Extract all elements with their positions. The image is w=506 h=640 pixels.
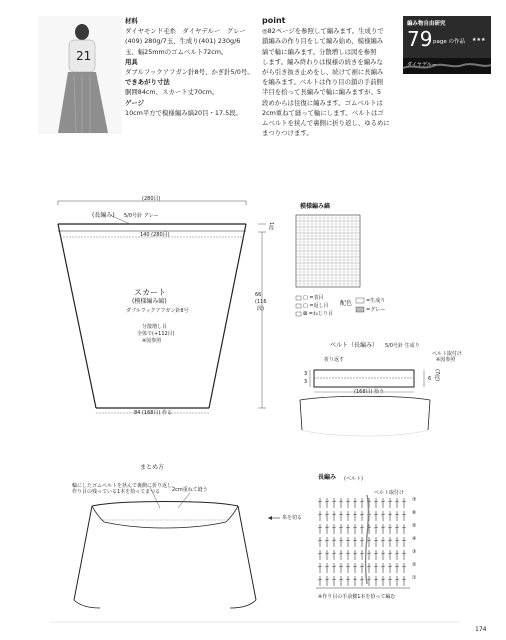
tools-text: ダブルフックアフガン針8号、かぎ針5/0号。 bbox=[125, 68, 254, 77]
banner-stars: ★★★ bbox=[472, 37, 486, 43]
belt-fold: 折り返す bbox=[324, 357, 345, 363]
skirt-outline bbox=[58, 224, 246, 408]
long-stitch-join: ベルト取付け bbox=[374, 490, 405, 496]
color-title: 配色 bbox=[340, 300, 353, 307]
legend-twist: ⊠ =ねじり目 bbox=[303, 311, 333, 317]
skirt-decrease-2: 全体で(+112目) bbox=[137, 331, 175, 337]
gauge-heading: ゲージ bbox=[125, 98, 145, 107]
skirt-length-2: (116 bbox=[255, 299, 267, 305]
pattern-chart-grid bbox=[296, 215, 360, 287]
skirt-pattern: (模様編み縞) bbox=[132, 298, 167, 305]
row-mark-4: ④ bbox=[412, 536, 417, 542]
belt-title: ベルト（長編み） bbox=[330, 342, 379, 349]
banner-yarn: ダイヤデルー bbox=[407, 62, 437, 68]
skirt-decrease-1: 分散増し目 bbox=[142, 324, 168, 330]
materials-line: 玉、幅25mmのゴムベルト72cm。 bbox=[125, 47, 228, 56]
long-stitch-sub: (ベルト) bbox=[344, 476, 363, 482]
finish-overlap: 2cm重ねて縫う bbox=[172, 487, 208, 493]
skirt-top-stitches: (280目) bbox=[142, 196, 161, 202]
row-mark-3: ③ bbox=[412, 549, 417, 555]
long-stitch-foot: ※作り目の手前側1本を拾って編む bbox=[318, 594, 396, 600]
skirt-width-top: 140 (280目) bbox=[140, 232, 170, 238]
skirt-edge-note: 5/0号針 グレー bbox=[124, 213, 159, 219]
belt-needle: 5/0号針 生成り bbox=[385, 343, 420, 349]
belt-bottom: (168目) 拾う bbox=[354, 389, 385, 395]
materials-line: ダイヤモンド毛糸 ダイヤデルー グレー bbox=[125, 27, 246, 36]
skirt-decrease-3: ※図参照 bbox=[142, 338, 162, 344]
point-line: ムベルトを挟んで裏側に折り返し、ゆるめに bbox=[262, 119, 390, 128]
point-line: 半目を拾って長編みで輪に編みますが、5 bbox=[262, 88, 382, 97]
skirt-length-3: 段) bbox=[257, 306, 264, 312]
belt-join-ref: ※図参照 bbox=[436, 357, 456, 363]
color-natural: =生成り bbox=[366, 298, 386, 304]
row-mark-1: ① bbox=[412, 575, 417, 581]
row-mark-2: ② bbox=[412, 562, 417, 568]
gauge-text: 10cm平方で模様編み縞20目・17.5段。 bbox=[125, 108, 242, 117]
pattern-chart-title: 模様編み縞 bbox=[300, 203, 331, 210]
belt-diagram bbox=[300, 370, 430, 436]
row-mark-5: ⑤ bbox=[412, 523, 417, 529]
size-text: 胴囲84cm、スカート丈70cm。 bbox=[125, 88, 219, 97]
row-mark-7: ⑦ bbox=[412, 497, 417, 503]
point-line: まつりつけます。 bbox=[262, 129, 313, 138]
point-line: します。編み終わりは模様の続きを編みな bbox=[262, 57, 383, 66]
long-stitch-chart bbox=[268, 495, 410, 588]
page-number: 174 bbox=[475, 626, 487, 633]
belt-join: ベルト取付け bbox=[432, 351, 463, 357]
materials-line: (409) 280g/7玉、生成り(401) 230g/6 bbox=[125, 37, 241, 46]
belt-h1: 3 bbox=[304, 371, 308, 377]
point-line: がら引き抜き止めをし、続けて裾に長編み bbox=[262, 68, 384, 77]
banner-number: 79 bbox=[407, 27, 433, 51]
banner-page-label: page の作品 bbox=[433, 39, 465, 45]
finishing-diagram bbox=[74, 487, 256, 608]
belt-h2: 3 bbox=[304, 379, 308, 385]
belt-total: 6 bbox=[428, 376, 432, 382]
finish-note-2: 作り目の残っている1本を拾ってまつる bbox=[72, 489, 161, 495]
point-line: を編みます。ベルトは作り目の鎖の手前側 bbox=[262, 78, 383, 87]
belt-rows: (7段) bbox=[434, 369, 440, 382]
point-line: 段めからは往復に編みます。ゴムベルトは bbox=[262, 98, 383, 107]
skirt-edge-label: (長編み) bbox=[92, 212, 115, 219]
tools-heading: 用具 bbox=[125, 57, 138, 66]
point-line: 縞で輪に編みます。分散増しは図を参照 bbox=[262, 47, 377, 56]
long-stitch-arrow: 糸を切る bbox=[282, 515, 303, 521]
point-heading: point bbox=[262, 16, 286, 25]
legend-knit: □ =表目 bbox=[303, 295, 324, 301]
skirt-row1: 1段 bbox=[268, 222, 274, 231]
skirt-bottom: 84 (168目) 作る bbox=[134, 410, 172, 416]
finish-note-1: 輪にしたゴムベルトを挟んで裏側に折り返し、 bbox=[72, 483, 178, 489]
skirt-length-1: 66 bbox=[255, 292, 262, 298]
skirt-title: スカート bbox=[134, 288, 166, 297]
point-line: 鎖編みの作り目をして編み始め、模様編み bbox=[262, 37, 384, 46]
row-mark-6: ⑥ bbox=[412, 510, 417, 516]
finish-title: まとめ方 bbox=[140, 464, 165, 471]
banner-title: 編み物自由研究 bbox=[407, 21, 446, 27]
point-line: ◎82ページを参照して編みます。生成りで bbox=[262, 27, 384, 36]
color-gray: =グレー bbox=[366, 307, 386, 313]
size-heading: できあがり寸法 bbox=[125, 78, 170, 87]
svg-text:21: 21 bbox=[76, 49, 92, 63]
skirt-needle: ダブルフックアフガン針8号 bbox=[126, 308, 189, 314]
legend-return: □ =返し目 bbox=[303, 303, 329, 309]
long-stitch-title: 長編み bbox=[318, 474, 337, 481]
point-line: 2cm重ねて縫って輪にします。ベルトはゴ bbox=[262, 108, 384, 117]
materials-heading: 材料 bbox=[125, 17, 138, 25]
